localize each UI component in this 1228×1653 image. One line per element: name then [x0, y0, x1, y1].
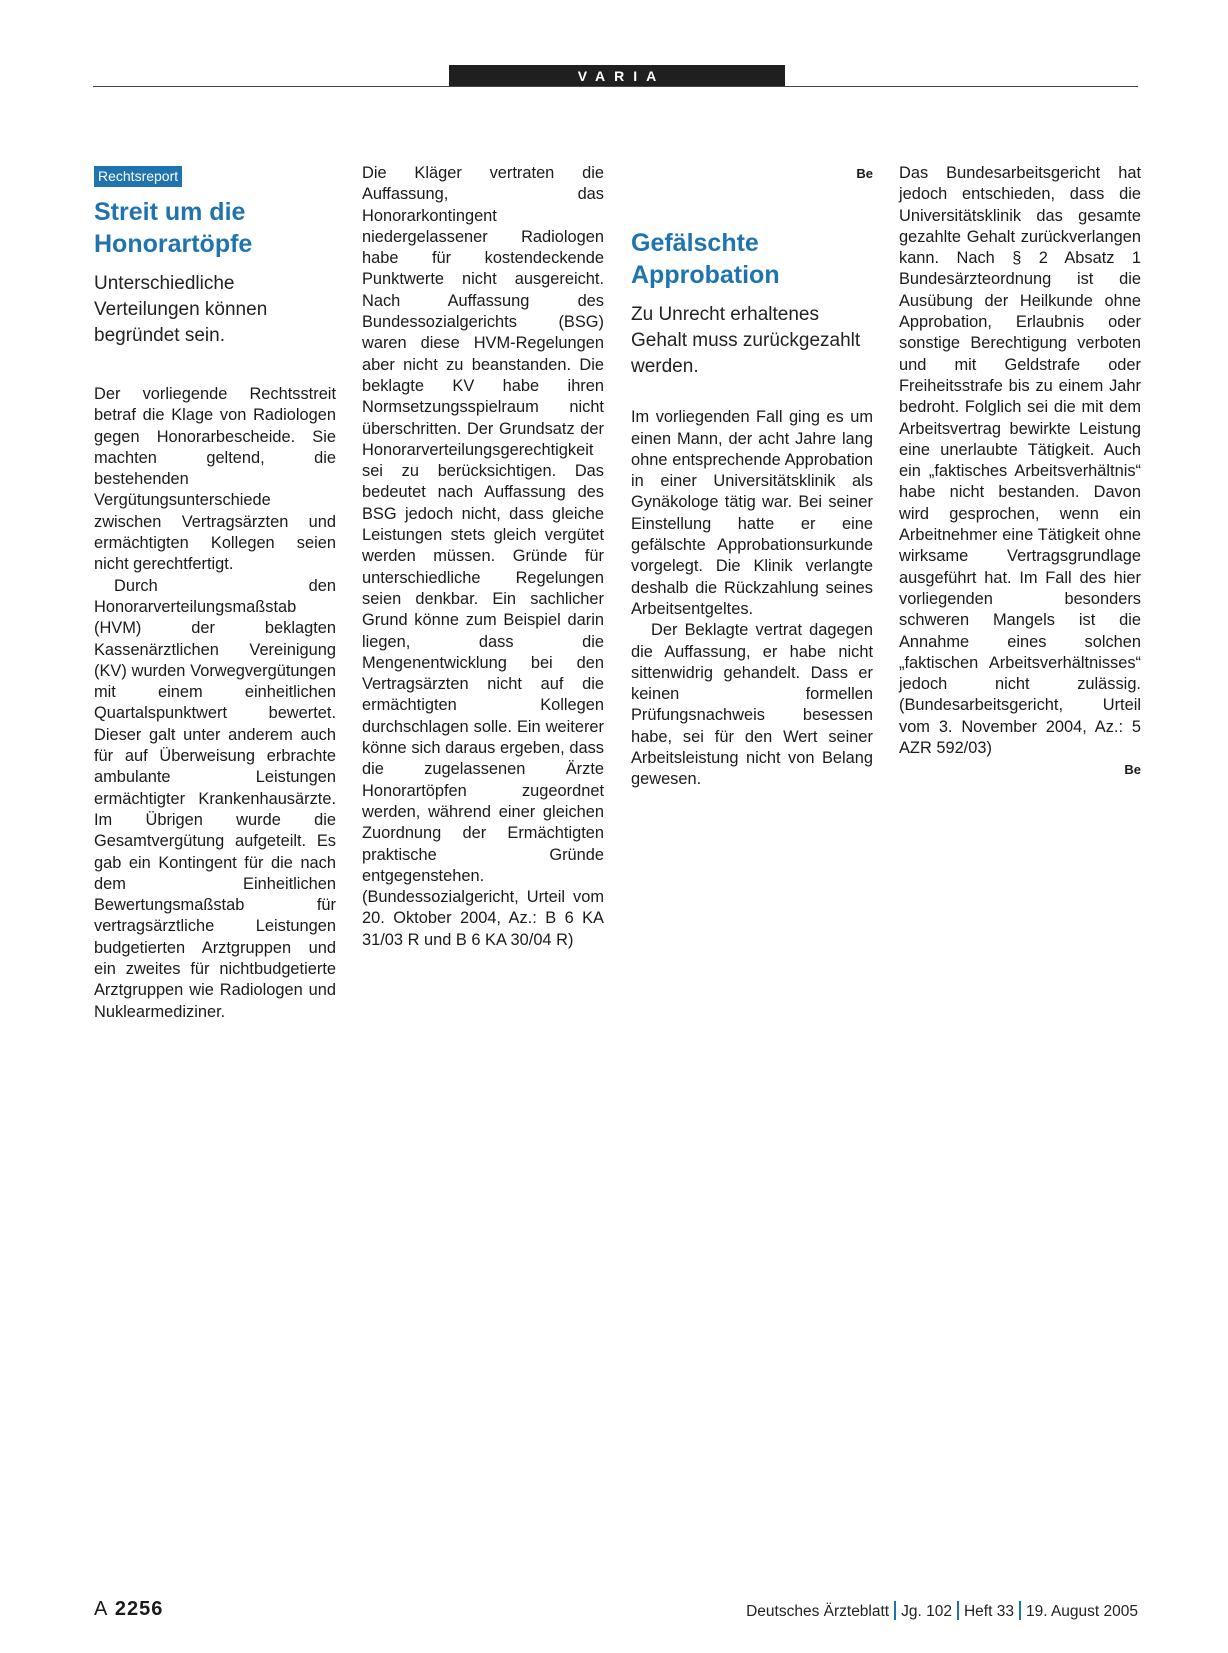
paragraph: Durch den Honorarverteilungsmaßstab (HVM) der beklagten Kassenärztlichen Vereinigung (KV) wurden Vorwegvergütungen mit einem einheitlichen Quartalspunktwert bewertet. Dieser galt unter anderem auch für auf Überweisung erbrachte ambulante Leistungen ermächtigter Krankenhausärzte. Im Übrigen wurde die Gesamtvergütung aufgeteilt. Es gab ein Kontingent für die nach dem Einheitlichen Bewertungsmaßstab für vertragsärztliche Leistungen budgetierten Arztgruppen und ein zweites für nichtbudgetierte Arztgruppen wie Radiologen und Nuklearmediziner.	[94, 576, 336, 1021]
article-subtitle: Unterschiedliche Verteilungen können begründet sein.	[94, 273, 268, 346]
paragraph: Das Bundesarbeitsgericht hat jedoch entschieden, dass die Universitätsklinik das gesamte gezahlte Gehalt zurückverlangen kann. Nach § 2 Absatz 1 Bundesärzteordnung ist die Ausübung der Heilkunde ohne Approbation, Erlaubnis oder sonstige Berechtigung verboten und mit Geldstrafe oder Freiheitsstrafe bis zu einem Jahr bedroht. Folglich sei die mit dem Arbeitsvertrag bewirkte Leistung eine unerlaubte Tätigkeit. Auch ein „faktisches Arbeitsverhältnis“ habe nicht bestanden. Davon wird gesprochen, wenn ein Arbeitnehmer eine Tätigkeit ohne wirksame Vertragsgrundlage ausgeführt hat. Im Fall des hier vorliegenden besonders schweren Mangels ist die Annahme eines solchen „faktischen Arbeitsverhältnisses“ jedoch nicht zulässig. (Bundesarbeitsgericht, Urteil vom 3. November 2004, Az.: 5 AZR 592/03)	[899, 164, 1141, 758]
paragraph: Der Beklagte vertrat dagegen die Auffassung, er habe nicht sittenwidrig gehandelt. Dass er keinen formellen Prüfungsnachweis besessen habe, sei für den Wert seiner Arbeitsleistung nicht von Belang gewesen.	[631, 621, 873, 789]
column-4	[899, 163, 1141, 781]
top-rule	[93, 86, 1138, 87]
separator	[894, 1601, 896, 1620]
article-title: Gefälschte Approbation	[631, 229, 780, 290]
article-subtitle: Zu Unrecht erhaltenes Gehalt muss zurückgezahlt werden.	[631, 304, 861, 378]
separator	[1019, 1601, 1021, 1620]
page-prefix: A	[94, 1598, 109, 1620]
section-header: VARIA	[449, 65, 785, 87]
column-1	[94, 163, 336, 1023]
article-title: Streit um die Honorartöpfe	[94, 198, 253, 258]
paragraph: Die Kläger vertraten die Auffassung, das Honorarkontingent niedergelassener Radiologen habe für kostendeckende Punktwerte nicht ausgereicht. Nach Auffassung des Bundessozialgerichts (BSG) waren diese HVM-Regelungen aber nicht zu beanstanden. Die beklagte KV habe ihren Normsetzungsspielraum nicht überschritten. Der Grundsatz der Honorarverteilungsgerechtigkeit sei zu berücksichtigen. Das bedeutet nach Auffassung des BSG jedoch nicht, dass gleiche Leistungen stets gleich vergütet werden müssen. Gründe für unterschiedliche Regelungen seien denkbar. Ein sachlicher Grund könne zum Beispiel darin liegen, dass die Mengenentwicklung bei den Vertragsärzten nicht auf die ermächtigten Kollegen durchschlagen solle. Ein weiterer könne sich daraus ergeben, dass die zugelassenen Ärzte Honorartöpfen zugeordnet werden, während einer gleichen Zuordnung der Ermächtigten praktische Gründe entgegenstehen. (Bundessozialgericht, Urteil vom 20. Oktober 2004, Az.: B 6 KA 31/03 R und B 6 KA 30/04 R)	[362, 164, 604, 949]
article-body-continued	[362, 163, 604, 951]
article-2	[631, 227, 873, 790]
page-number-value: 2256	[114, 1598, 164, 1620]
author-signature: Be	[1124, 762, 1141, 778]
column-2	[362, 163, 604, 951]
article-body-continued	[899, 163, 1141, 759]
author-signature: Be	[856, 166, 873, 181]
paragraph: Im vorliegenden Fall ging es um einen Mann, der acht Jahre lang ohne entsprechende Approbation in einer Universitätsklinik als Gynäkologe tätig war. Bei seiner Einstellung hatte er eine gefälschte Approbationsurkunde vorgelegt. Die Klinik verlangte deshalb die Rückzahlung seines Arbeitsentgeltes.	[631, 408, 873, 618]
paragraph: Der vorliegende Rechtsstreit betraf die Klage von Radiologen gegen Honorarbescheide. Sie machten geltend, die bestehenden Vergütungsunterschiede zwischen Vertragsärzten und ermächtigten Kollegen seien nicht gerechtfertigt.	[94, 385, 336, 574]
separator	[957, 1601, 959, 1620]
issue: Heft 33	[963, 1603, 1014, 1620]
article-body	[94, 384, 336, 1023]
article-body	[631, 407, 873, 790]
publication-info	[746, 1601, 1138, 1621]
page-number	[94, 1598, 163, 1621]
volume: Jg. 102	[901, 1603, 952, 1620]
column-3	[631, 163, 873, 791]
article-kicker: Rechtsreport	[94, 166, 182, 187]
issue-date: 19. August 2005	[1025, 1603, 1138, 1620]
journal-name: Deutsches Ärzteblatt	[746, 1603, 890, 1620]
